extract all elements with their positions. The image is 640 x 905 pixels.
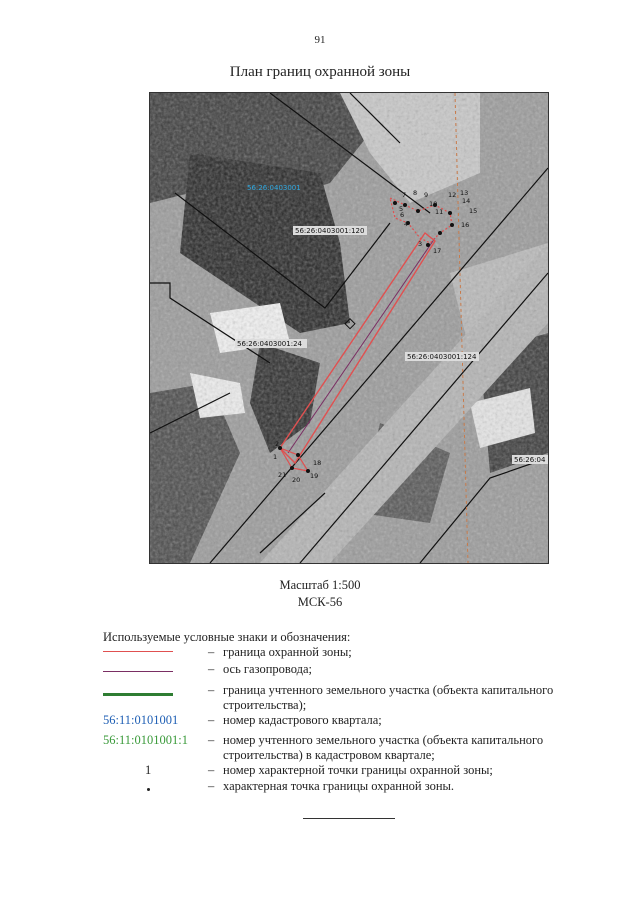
page-title: План границ охранной зоны [229,64,411,80]
zone-point [403,203,407,207]
point-number: 16 [461,221,470,229]
legend-dash: – [208,645,215,659]
point-number: 9 [424,191,429,199]
legend-item-characteristic-point [103,779,593,795]
point-number: 5 [399,205,404,213]
legend-green-line [103,693,173,696]
zone-point [438,231,442,235]
legend-sample-point-number: 1 [145,763,152,777]
zone-point [296,453,300,457]
legend-dash: – [208,779,215,793]
legend-description: номер учтенного земельного участка (объекта капитального строительства) в кадастровом квартале; [223,733,544,762]
zone-point [393,201,397,205]
point-number: 3 [418,240,423,248]
legend-item-protection-zone [103,645,593,661]
point-number: 20 [292,476,301,484]
legend-description: номер кадастрового квартала; [223,713,382,727]
zone-point [416,209,420,213]
parcel-label: 56:26:0403001:124 [407,353,477,361]
satellite-map [149,92,549,564]
legend-description: характерная точка границы охранной зоны. [223,779,455,793]
point-number: 4 [404,220,409,228]
map-svg [150,93,548,563]
legend-dash: – [208,763,215,777]
point-number: 13 [460,189,469,197]
legend-item-gas-axis [103,662,593,678]
point-number: 1 [273,453,278,461]
point-number: 15 [469,207,478,215]
zone-point [448,211,452,215]
legend-sample-quarter: 56:11:0101001 [103,713,179,727]
legend-item-quarter-number [103,713,593,729]
point-number: 14 [462,197,471,205]
legend-red-line [103,651,173,652]
legend-point-icon [147,788,150,791]
legend-title: Используемые условные знаки и обозначения: [103,630,351,644]
legend-item-parcel-boundary [103,683,593,715]
point-number: 10 [429,200,438,208]
point-number: 18 [313,459,322,467]
legend-item-parcel-number [103,733,593,765]
legend-item-point-number [103,763,593,779]
map-scale: Масштаб 1:500 [279,578,361,592]
legend-sample-parcel: 56:11:0101001:1 [103,733,188,747]
zone-point [426,243,430,247]
footer-divider [303,818,395,819]
legend-dash: – [208,713,215,727]
point-number: 2 [275,440,280,448]
zone-point [450,223,454,227]
parcel-label: 56:26:0403001:24 [237,340,302,348]
coordinate-system: МСК-56 [297,595,343,609]
point-number: 6 [400,211,405,219]
legend-description: граница охранной зоны; [223,645,352,659]
quarter-label: 56:26:0403001 [247,184,301,192]
legend-description: номер характерной точки границы охранной зоны; [223,763,493,777]
page-number: 91 [314,34,326,46]
legend-description: граница учтенного земельного участка (объекта капитального строительства); [223,683,554,712]
legend-dash: – [208,683,215,697]
zone-point [290,466,294,470]
point-number: 8 [413,189,418,197]
point-number: 19 [310,472,319,480]
point-number: 11 [435,208,444,216]
legend-dash: – [208,733,215,747]
point-number: 12 [448,191,457,199]
legend-dash: – [208,662,215,676]
point-number: 17 [433,247,442,255]
parcel-label: 56:26:04 [514,456,546,464]
parcel-label: 56:26:0403001:120 [295,227,365,235]
legend-purple-line [103,671,173,672]
point-number: 21 [278,471,287,479]
legend-description: ось газопровода; [223,662,313,676]
point-number: 7 [402,191,407,199]
